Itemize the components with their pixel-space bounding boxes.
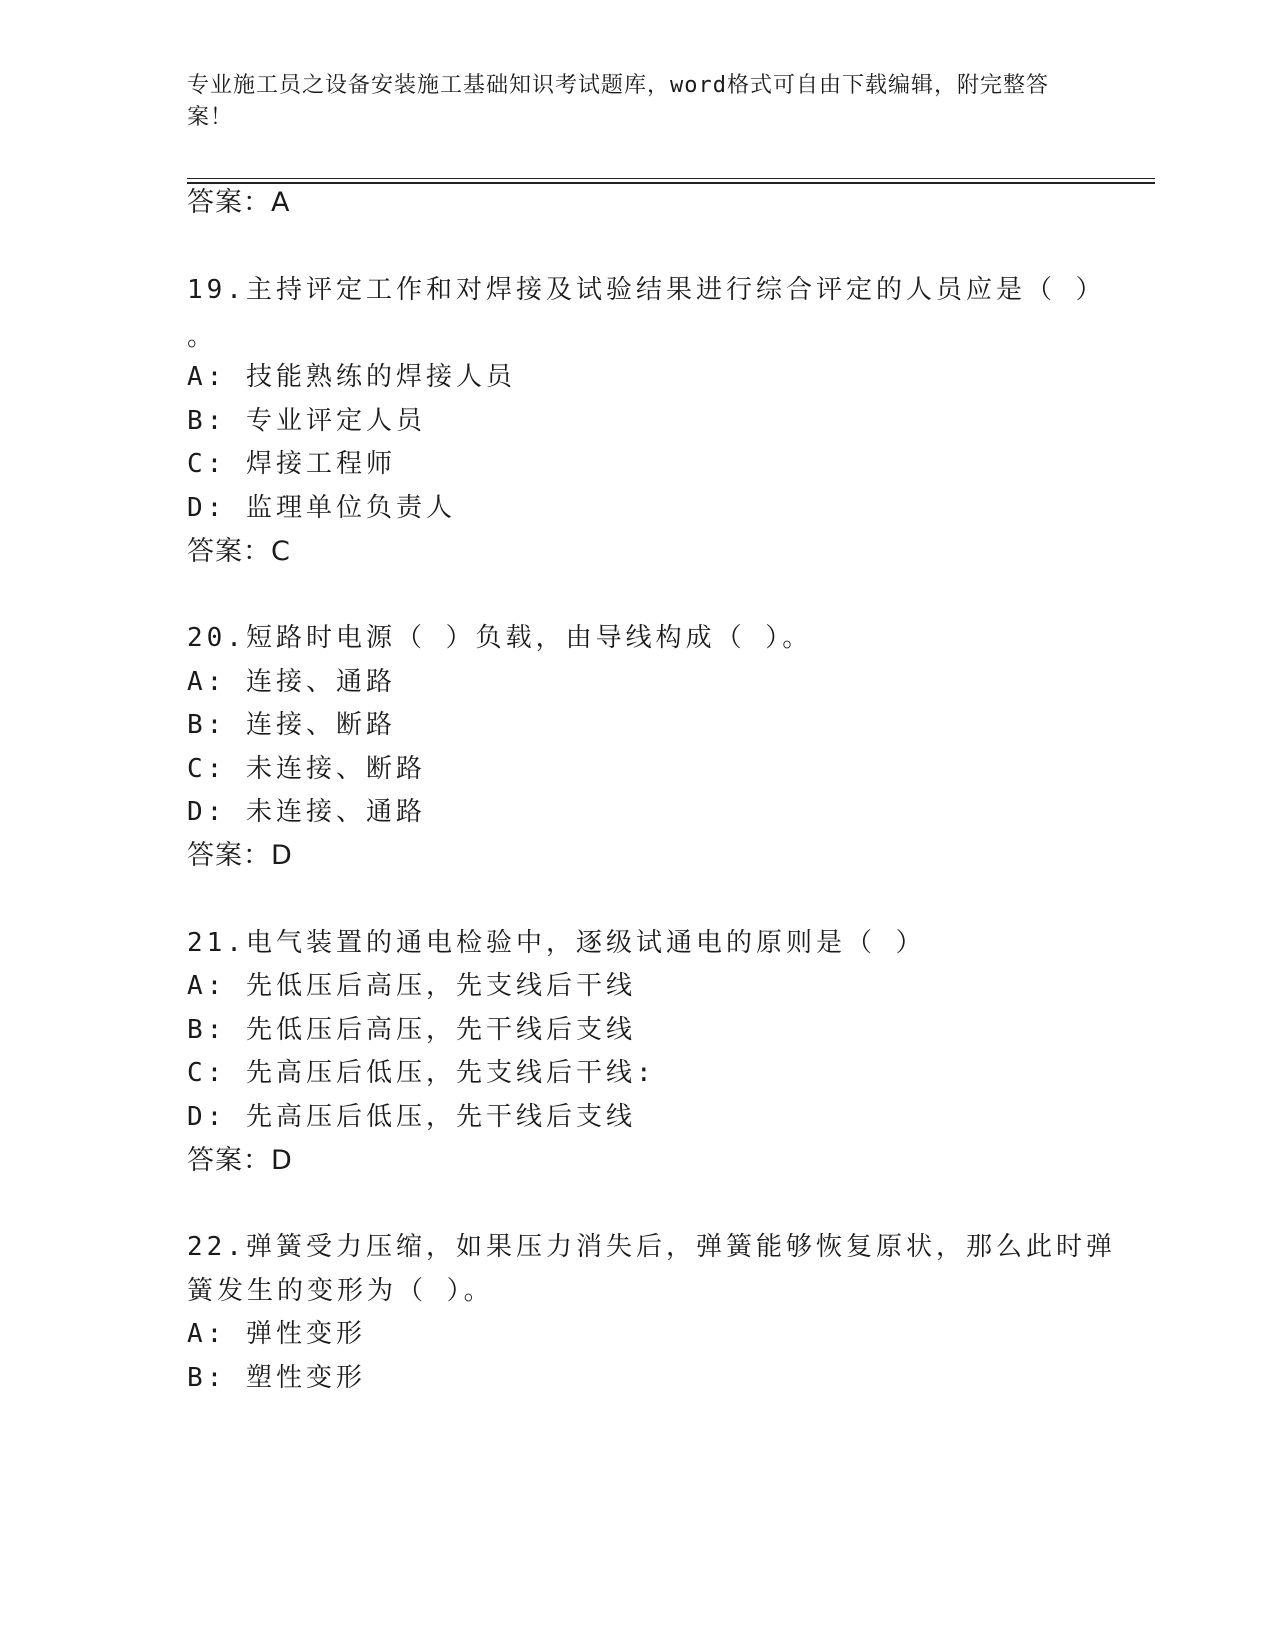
- question-21-option-c: C: 先高压后低压，先支线后干线:: [187, 1058, 656, 1088]
- question-21-option-a: A: 先低压后高压，先支线后干线: [187, 971, 636, 1001]
- answer-q18: 答案：A: [187, 187, 291, 218]
- header-divider-thick: [187, 182, 1155, 184]
- question-20-option-c: C: 未连接、断路: [187, 754, 426, 784]
- question-19-option-b: B: 专业评定人员: [187, 406, 426, 436]
- question-21-option-d: D: 先高压后低压，先干线后支线: [187, 1102, 636, 1132]
- question-20-option-d: D: 未连接、通路: [187, 797, 426, 827]
- question-20-option-a: A: 连接、通路: [187, 667, 396, 697]
- question-21-option-b: B: 先低压后高压，先干线后支线: [187, 1015, 636, 1045]
- question-22-option-a: A: 弹性变形: [187, 1319, 366, 1349]
- question-19-option-d: D: 监理单位负责人: [187, 493, 456, 523]
- question-19-option-a: A: 技能熟练的焊接人员: [187, 362, 516, 392]
- header-divider-thin: [187, 178, 1155, 179]
- document-header: 专业施工员之设备安装施工基础知识考试题库，word格式可自由下载编辑，附完整答案！: [187, 73, 1049, 130]
- question-21-stem: 21.电气装置的通电检验中，逐级试通电的原则是（ ）: [187, 928, 926, 958]
- question-22-stem-cont: 簧发生的变形为（ ）。: [187, 1276, 494, 1306]
- answer-q21: 答案：D: [187, 1145, 293, 1176]
- question-22-option-b: B: 塑性变形: [187, 1363, 366, 1393]
- question-19-option-c: C: 焊接工程师: [187, 449, 396, 479]
- question-20-option-b: B: 连接、断路: [187, 710, 396, 740]
- question-20-stem: 20.短路时电源（ ）负载，由导线构成（ ）。: [187, 623, 813, 653]
- question-19-stem: 19.主持评定工作和对焊接及试验结果进行综合评定的人员应是（ ）: [187, 275, 1106, 305]
- answer-q19: 答案：C: [187, 536, 291, 567]
- question-19-stem-cont: 。: [187, 322, 218, 352]
- answer-q20: 答案：D: [187, 840, 293, 871]
- question-22-stem: 22.弹簧受力压缩，如果压力消失后，弹簧能够恢复原状，那么此时弹: [187, 1232, 1116, 1262]
